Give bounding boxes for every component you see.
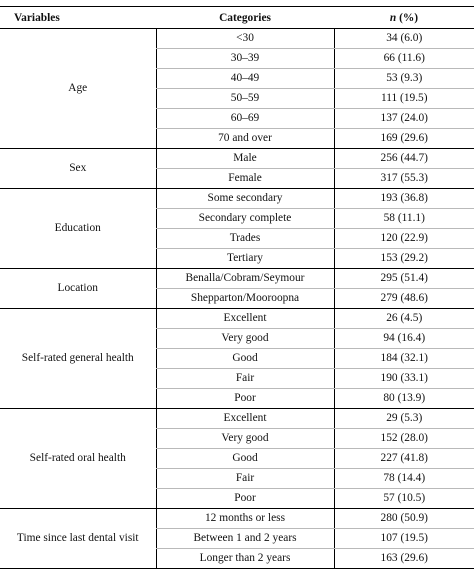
count-percent-cell: 80 (13.9) [334, 389, 474, 409]
category-cell: 60–69 [156, 109, 334, 129]
count-percent-cell: 227 (41.8) [334, 449, 474, 469]
category-cell: Fair [156, 369, 334, 389]
count-percent-cell: 107 (19.5) [334, 529, 474, 549]
count-percent-cell: 153 (29.2) [334, 249, 474, 269]
count-percent-cell: 184 (32.1) [334, 349, 474, 369]
category-cell: Benalla/Cobram/Seymour [156, 269, 334, 289]
category-cell: Fair [156, 469, 334, 489]
count-percent-cell: 193 (36.8) [334, 189, 474, 209]
category-cell: Secondary complete [156, 209, 334, 229]
category-cell: 12 months or less [156, 509, 334, 529]
count-percent-cell: 256 (44.7) [334, 149, 474, 169]
variable-cell: Self-rated general health [0, 309, 156, 409]
count-percent-cell: 57 (10.5) [334, 489, 474, 509]
category-cell: Excellent [156, 409, 334, 429]
table-row [0, 149, 474, 169]
category-cell: Longer than 2 years [156, 549, 334, 569]
category-cell: Poor [156, 489, 334, 509]
category-cell: Some secondary [156, 189, 334, 209]
category-cell: Excellent [156, 309, 334, 329]
category-cell: Shepparton/Mooroopna [156, 289, 334, 309]
table-row [0, 269, 474, 289]
count-percent-cell: 279 (48.6) [334, 289, 474, 309]
table-header [0, 7, 474, 29]
variable-cell: Time since last dental visit [0, 509, 156, 569]
count-percent-cell: 53 (9.3) [334, 69, 474, 89]
count-percent-cell: 111 (19.5) [334, 89, 474, 109]
category-cell: Trades [156, 229, 334, 249]
count-percent-cell: 26 (4.5) [334, 309, 474, 329]
variable-cell: Sex [0, 149, 156, 189]
count-percent-cell: 120 (22.9) [334, 229, 474, 249]
count-percent-cell: 295 (51.4) [334, 269, 474, 289]
count-percent-cell: 190 (33.1) [334, 369, 474, 389]
category-cell: Good [156, 449, 334, 469]
variable-cell: Age [0, 29, 156, 149]
demographics-table [0, 6, 474, 569]
category-cell: Very good [156, 329, 334, 349]
category-cell: Between 1 and 2 years [156, 529, 334, 549]
count-percent-cell: 163 (29.6) [334, 549, 474, 569]
category-cell: Female [156, 169, 334, 189]
header-row [0, 7, 474, 29]
count-percent-cell: 317 (55.3) [334, 169, 474, 189]
category-cell: 70 and over [156, 129, 334, 149]
category-cell: Very good [156, 429, 334, 449]
category-cell: Male [156, 149, 334, 169]
count-percent-cell: 169 (29.6) [334, 129, 474, 149]
table-body [0, 29, 474, 569]
count-percent-cell: 137 (24.0) [334, 109, 474, 129]
count-percent-cell: 78 (14.4) [334, 469, 474, 489]
table-row [0, 309, 474, 329]
category-cell: 50–59 [156, 89, 334, 109]
header-percent: (%) [396, 11, 419, 24]
category-cell: 40–49 [156, 69, 334, 89]
count-percent-cell: 152 (28.0) [334, 429, 474, 449]
count-percent-cell: 280 (50.9) [334, 509, 474, 529]
table-row [0, 509, 474, 529]
category-cell: Good [156, 349, 334, 369]
count-percent-cell: 94 (16.4) [334, 329, 474, 349]
table-row [0, 189, 474, 209]
category-cell: Poor [156, 389, 334, 409]
table-row [0, 29, 474, 49]
header-categories: Categories [156, 7, 334, 29]
count-percent-cell: 34 (6.0) [334, 29, 474, 49]
category-cell: 30–39 [156, 49, 334, 69]
category-cell: <30 [156, 29, 334, 49]
variable-cell: Education [0, 189, 156, 269]
count-percent-cell: 58 (11.1) [334, 209, 474, 229]
header-n-percent [334, 7, 474, 29]
header-variables: Variables [0, 7, 156, 29]
count-percent-cell: 29 (5.3) [334, 409, 474, 429]
table-row [0, 409, 474, 429]
header-n: n [389, 11, 397, 24]
count-percent-cell: 66 (11.6) [334, 49, 474, 69]
variable-cell: Self-rated oral health [0, 409, 156, 509]
category-cell: Tertiary [156, 249, 334, 269]
variable-cell: Location [0, 269, 156, 309]
